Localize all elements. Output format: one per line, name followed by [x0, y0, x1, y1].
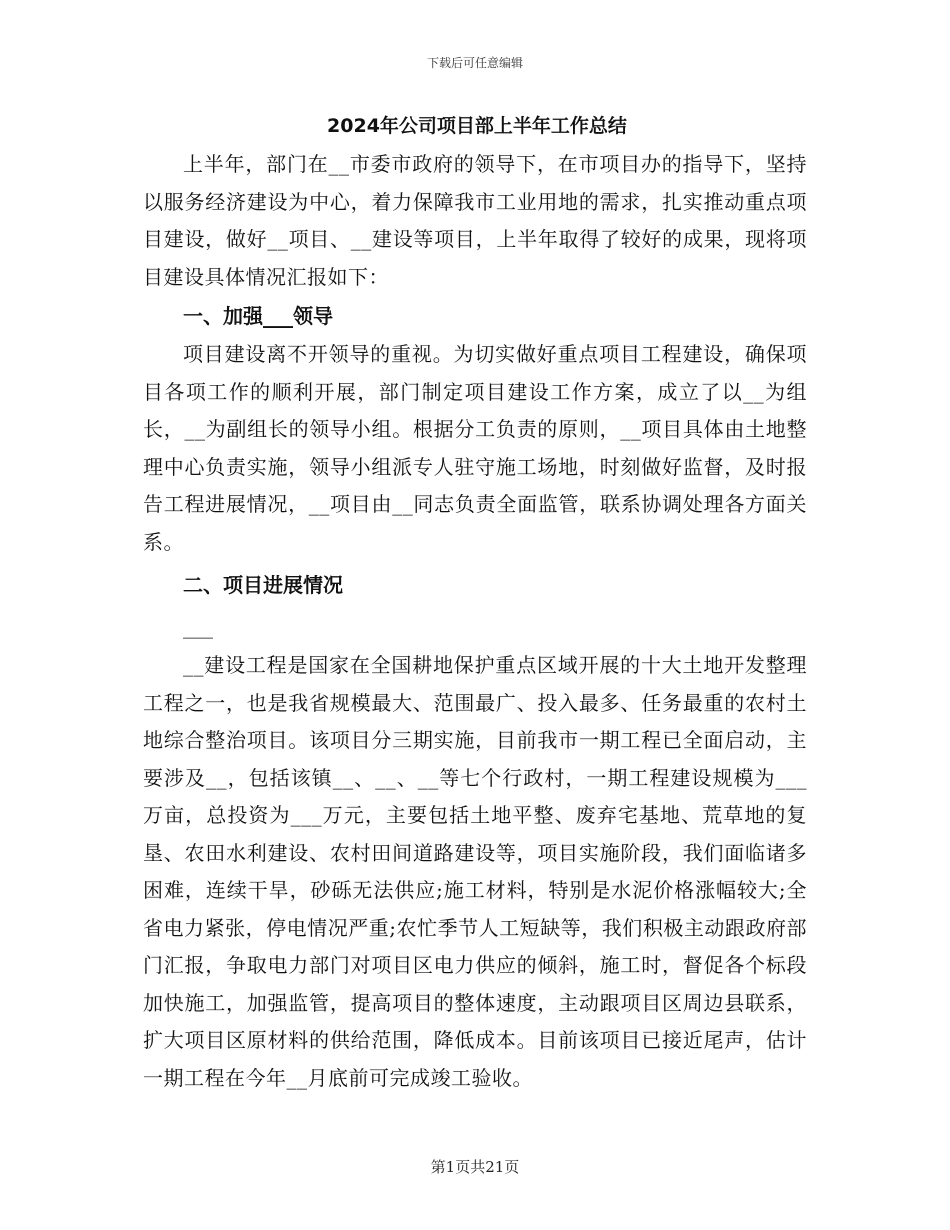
section-1-paragraph: 项目建设离不开领导的重视。为切实做好重点项目工程建设，确保项目各项工作的顺利开展，部门制定项目建设工作方案，成立了以__为组长，__为副组长的领导小组。根据分工负责的原则，__项目具体由土地整理中心负责实施，领导小组派专人驻守施工场地，时刻做好监督，及时报告工程进展情况，__项目由__同志负责全面监管，联系协调处理各方面关系。 — [143, 342, 807, 554]
section-2-subheading: ___ — [183, 615, 213, 639]
section-1-heading: 一、加强___领导 — [183, 304, 333, 328]
section-2-paragraph: __建设工程是国家在全国耕地保护重点区域开展的十大土地开发整理工程之一，也是我省规模最大、范围最广、投入最多、任务最重的农村土地综合整治项目。该项目分三期实施，目前我市一期工程已全面启动，主要涉及__，包括该镇__、__、__等七个行政村，一期工程建设规模为___万亩，总投资为___万元，主要包括土地平整、废弃宅基地、荒草地的复垦、农田水利建设、农村田间道路建设等，项目实施阶段，我们面临诸多困难，连续干旱，砂砾无法供应;施工材料，特别是水泥价格涨幅较大;全省电力紧张，停电情况严重;农忙季节人工短缺等，我们积极主动跟政府部门汇报，争取电力部门对项目区电力供应的倾斜，施工时，督促各个标段加快施工，加强监管，提高项目的整体速度，主动跟项目区周边县联系，扩大项目区原材料的供给范围，降低成本。目前该项目已接近尾声，估计一期工程在今年__月底前可完成竣工验收。 — [143, 653, 807, 1090]
intro-paragraph: 上半年，部门在__市委市政府的领导下，在市项目办的指导下，坚持以服务经济建设为中心，着力保障我市工业用地的需求，扎实推动重点项目建设，做好__项目、__建设等项目，上半年取得了较好的成果，现将项目建设具体情况汇报如下： — [143, 152, 807, 289]
document-body — [143, 106, 807, 1097]
section-2-heading: 二、项目进展情况 — [183, 573, 343, 597]
page-number: 第1页共21页 — [430, 1158, 520, 1176]
header-note: 下载后可任意编辑 — [426, 56, 523, 70]
document-title: 2024年公司项目部上半年工作总结 — [327, 115, 627, 137]
